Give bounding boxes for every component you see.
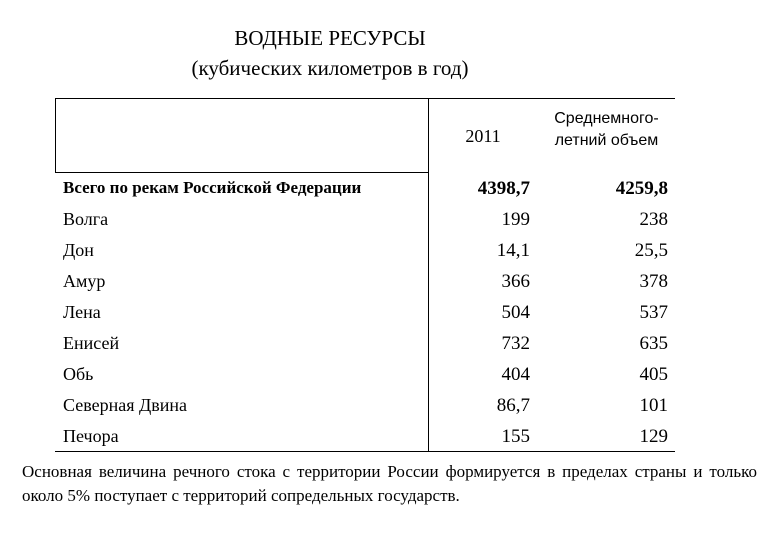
table-row [55, 329, 675, 360]
table-row [55, 205, 675, 236]
footnote-paragraph: Основная величина речного стока с территории России формируется в пределах страны и только около 5% поступает с территорий сопредельных государств. [22, 462, 757, 505]
row-value-average: 25,5 [634, 240, 668, 261]
row-value-2011: 732 [501, 333, 530, 354]
row-value-average: 537 [639, 302, 668, 323]
header-bottom-border [55, 172, 428, 173]
row-name: Всего по рекам Российской Федерации [63, 178, 362, 197]
row-name: Волга [63, 209, 109, 229]
row-name: Северная Двина [63, 395, 188, 415]
row-value-average: 129 [639, 426, 668, 447]
table-row [55, 391, 675, 422]
row-name: Обь [63, 364, 94, 384]
header-year: 2011 [465, 126, 501, 146]
table-row [55, 360, 675, 391]
row-value-average: 4259,8 [615, 178, 668, 199]
row-name: Лена [63, 302, 101, 322]
header-average-line1: Среднемного- [554, 110, 659, 127]
header-average-line2: летний объем [554, 132, 659, 149]
page-subtitle: (кубических километров в год) [191, 56, 469, 80]
row-name: Амур [63, 271, 106, 291]
row-value-2011: 199 [501, 209, 530, 230]
table-row-total [55, 174, 675, 205]
row-value-2011: 86,7 [496, 395, 530, 416]
page-title: ВОДНЫЕ РЕСУРСЫ [234, 26, 426, 50]
row-value-average: 635 [639, 333, 668, 354]
table-row [55, 236, 675, 267]
row-value-2011: 4398,7 [477, 178, 530, 199]
row-name: Печора [63, 426, 119, 446]
table-left-border [55, 98, 56, 172]
row-value-average: 378 [639, 271, 668, 292]
row-value-average: 405 [639, 364, 668, 385]
header-average [538, 108, 675, 152]
row-value-average: 101 [639, 395, 668, 416]
table-row [55, 267, 675, 298]
row-value-2011: 404 [501, 364, 530, 385]
water-resources-table [55, 98, 675, 451]
row-value-average: 238 [639, 209, 668, 230]
row-value-2011: 504 [501, 302, 530, 323]
row-name: Енисей [63, 333, 120, 353]
table-bottom-border [55, 451, 675, 452]
row-value-2011: 14,1 [496, 240, 530, 261]
row-value-2011: 155 [501, 426, 530, 447]
row-value-2011: 366 [501, 271, 530, 292]
table-row [55, 422, 675, 453]
row-name: Дон [63, 240, 94, 260]
table-row [55, 298, 675, 329]
table-top-border [55, 98, 675, 99]
